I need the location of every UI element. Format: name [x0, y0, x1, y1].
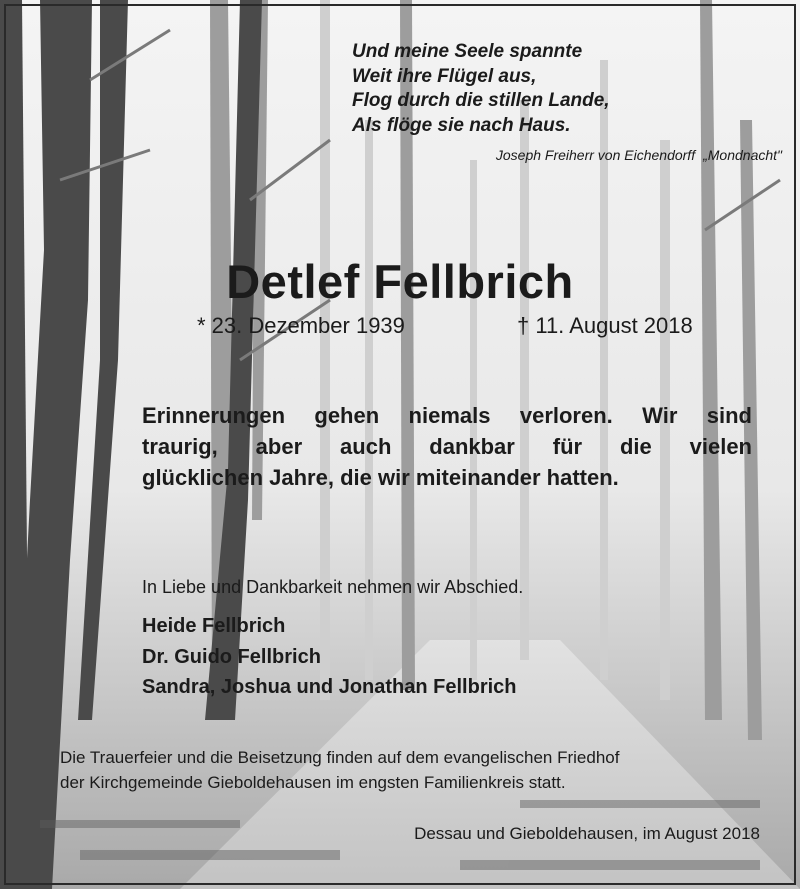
death-date: † 11. August 2018 [517, 313, 693, 338]
poem-line: Als flöge sie nach Haus. [352, 114, 571, 136]
poem-author: Joseph Freiherr von Eichendorff [495, 147, 696, 163]
farewell-text: In Liebe und Dankbarkeit nehmen wir Abschied. [142, 577, 524, 597]
quote-line: traurig, aber auch dankbar für die vielen [142, 434, 752, 459]
mourners-list [142, 611, 517, 703]
memorial-quote [142, 400, 752, 493]
poem-line: Flog durch die stillen Lande, [352, 90, 610, 111]
mourner-name: Dr. Guido Fellbrich [142, 645, 321, 668]
funeral-notice [60, 745, 619, 795]
quote-line: Erinnerungen gehen niemals verloren. Wir sind [142, 403, 752, 428]
funeral-line: Die Trauerfeier und die Beisetzung finden auf dem evangelischen Friedhof [60, 748, 620, 767]
poem-attribution [488, 147, 782, 163]
place-and-date: Dessau und Gieboldehausen, im August 2018 [414, 824, 760, 843]
poem-line: Und meine Seele spannte [352, 41, 583, 62]
mourner-name: Sandra, Joshua und Jonathan Fellbrich [142, 676, 517, 698]
funeral-line: der Kirchgemeinde Gieboldehausen im engsten Familienkreis statt. [60, 773, 566, 792]
quote-line: glücklichen Jahre, die wir miteinander hatten. [142, 465, 619, 490]
deceased-name: Detlef Fellbrich [226, 255, 574, 308]
mourner-name: Heide Fellbrich [142, 615, 286, 637]
poem [352, 40, 610, 138]
birth-date: * 23. Dezember 1939 [197, 313, 405, 338]
poem-line: Weit ihre Flügel aus, [352, 65, 537, 87]
poem-source: „Mondnacht" [703, 147, 782, 163]
